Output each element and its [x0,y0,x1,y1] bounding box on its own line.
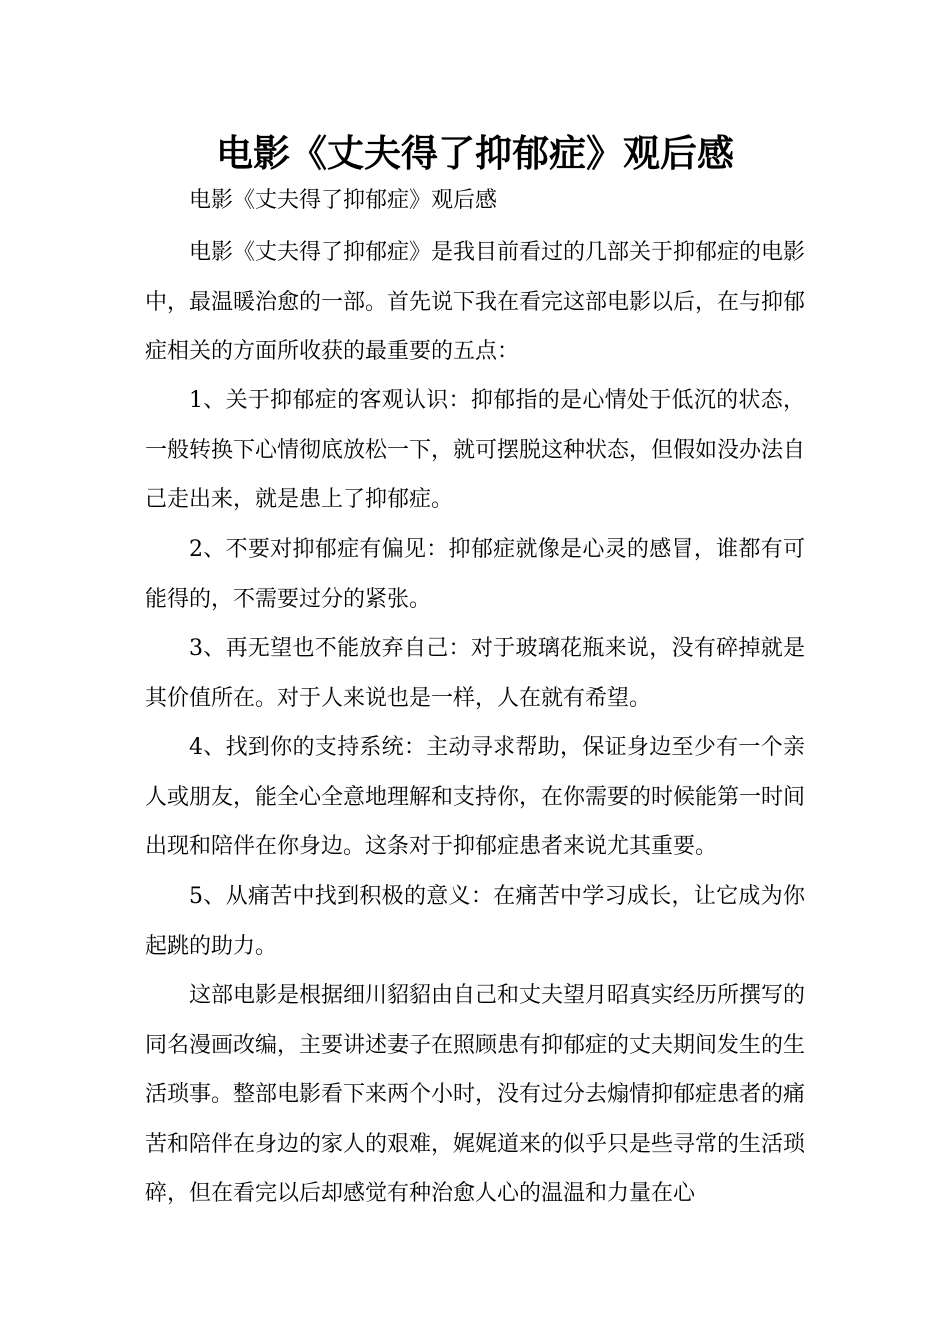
paragraph-intro: 电影《丈夫得了抑郁症》是我目前看过的几部关于抑郁症的电影中，最温暖治愈的一部。首先说下我在看完这部电影以后，在与抑郁症相关的方面所收获的最重要的五点： [145,240,806,364]
paragraph-point-1: 1、关于抑郁症的客观认识：抑郁指的是心情处于低沉的状态，一般转换下心情彻底放松一下，就可摆脱这种状态，但假如没办法自己走出来，就是患上了抑郁症。 [145,388,806,512]
paragraph-point-5: 5、从痛苦中找到积极的意义：在痛苦中学习成长，让它成为你起跳的助力。 [145,884,805,959]
document-title: 电影《丈夫得了抑郁症》观后感 [216,132,734,175]
paragraph-background: 这部电影是根据细川貂貂由自己和丈夫望月昭真实经历所撰写的同名漫画改编，主要讲述妻子在照顾患有抑郁症的丈夫期间发生的生活琐事。整部电影看下来两个小时，没有过分去煽情抑郁症患者的痛苦和陪伴在身边的家人的艰难，娓娓道来的似乎只是些寻常的生活琐碎，但在看完以后却感觉有种治愈人心的温温和力量在心 [145,983,806,1206]
paragraph-point-2: 2、不要对抑郁症有偏见：抑郁症就像是心灵的感冒，谁都有可能得的，不需要过分的紧张。 [145,537,805,612]
paragraph-point-3: 3、再无望也不能放弃自己：对于玻璃花瓶来说，没有碎掉就是其价值所在。对于人来说也是一样，人在就有希望。 [145,636,805,711]
document-subtitle: 电影《丈夫得了抑郁症》观后感 [189,188,498,213]
paragraph-point-4: 4、找到你的支持系统：主动寻求帮助，保证身边至少有一个亲人或朋友，能全心全意地理解和支持你，在你需要的时候能第一时间出现和陪伴在你身边。这条对于抑郁症患者来说尤其重要。 [145,735,806,859]
